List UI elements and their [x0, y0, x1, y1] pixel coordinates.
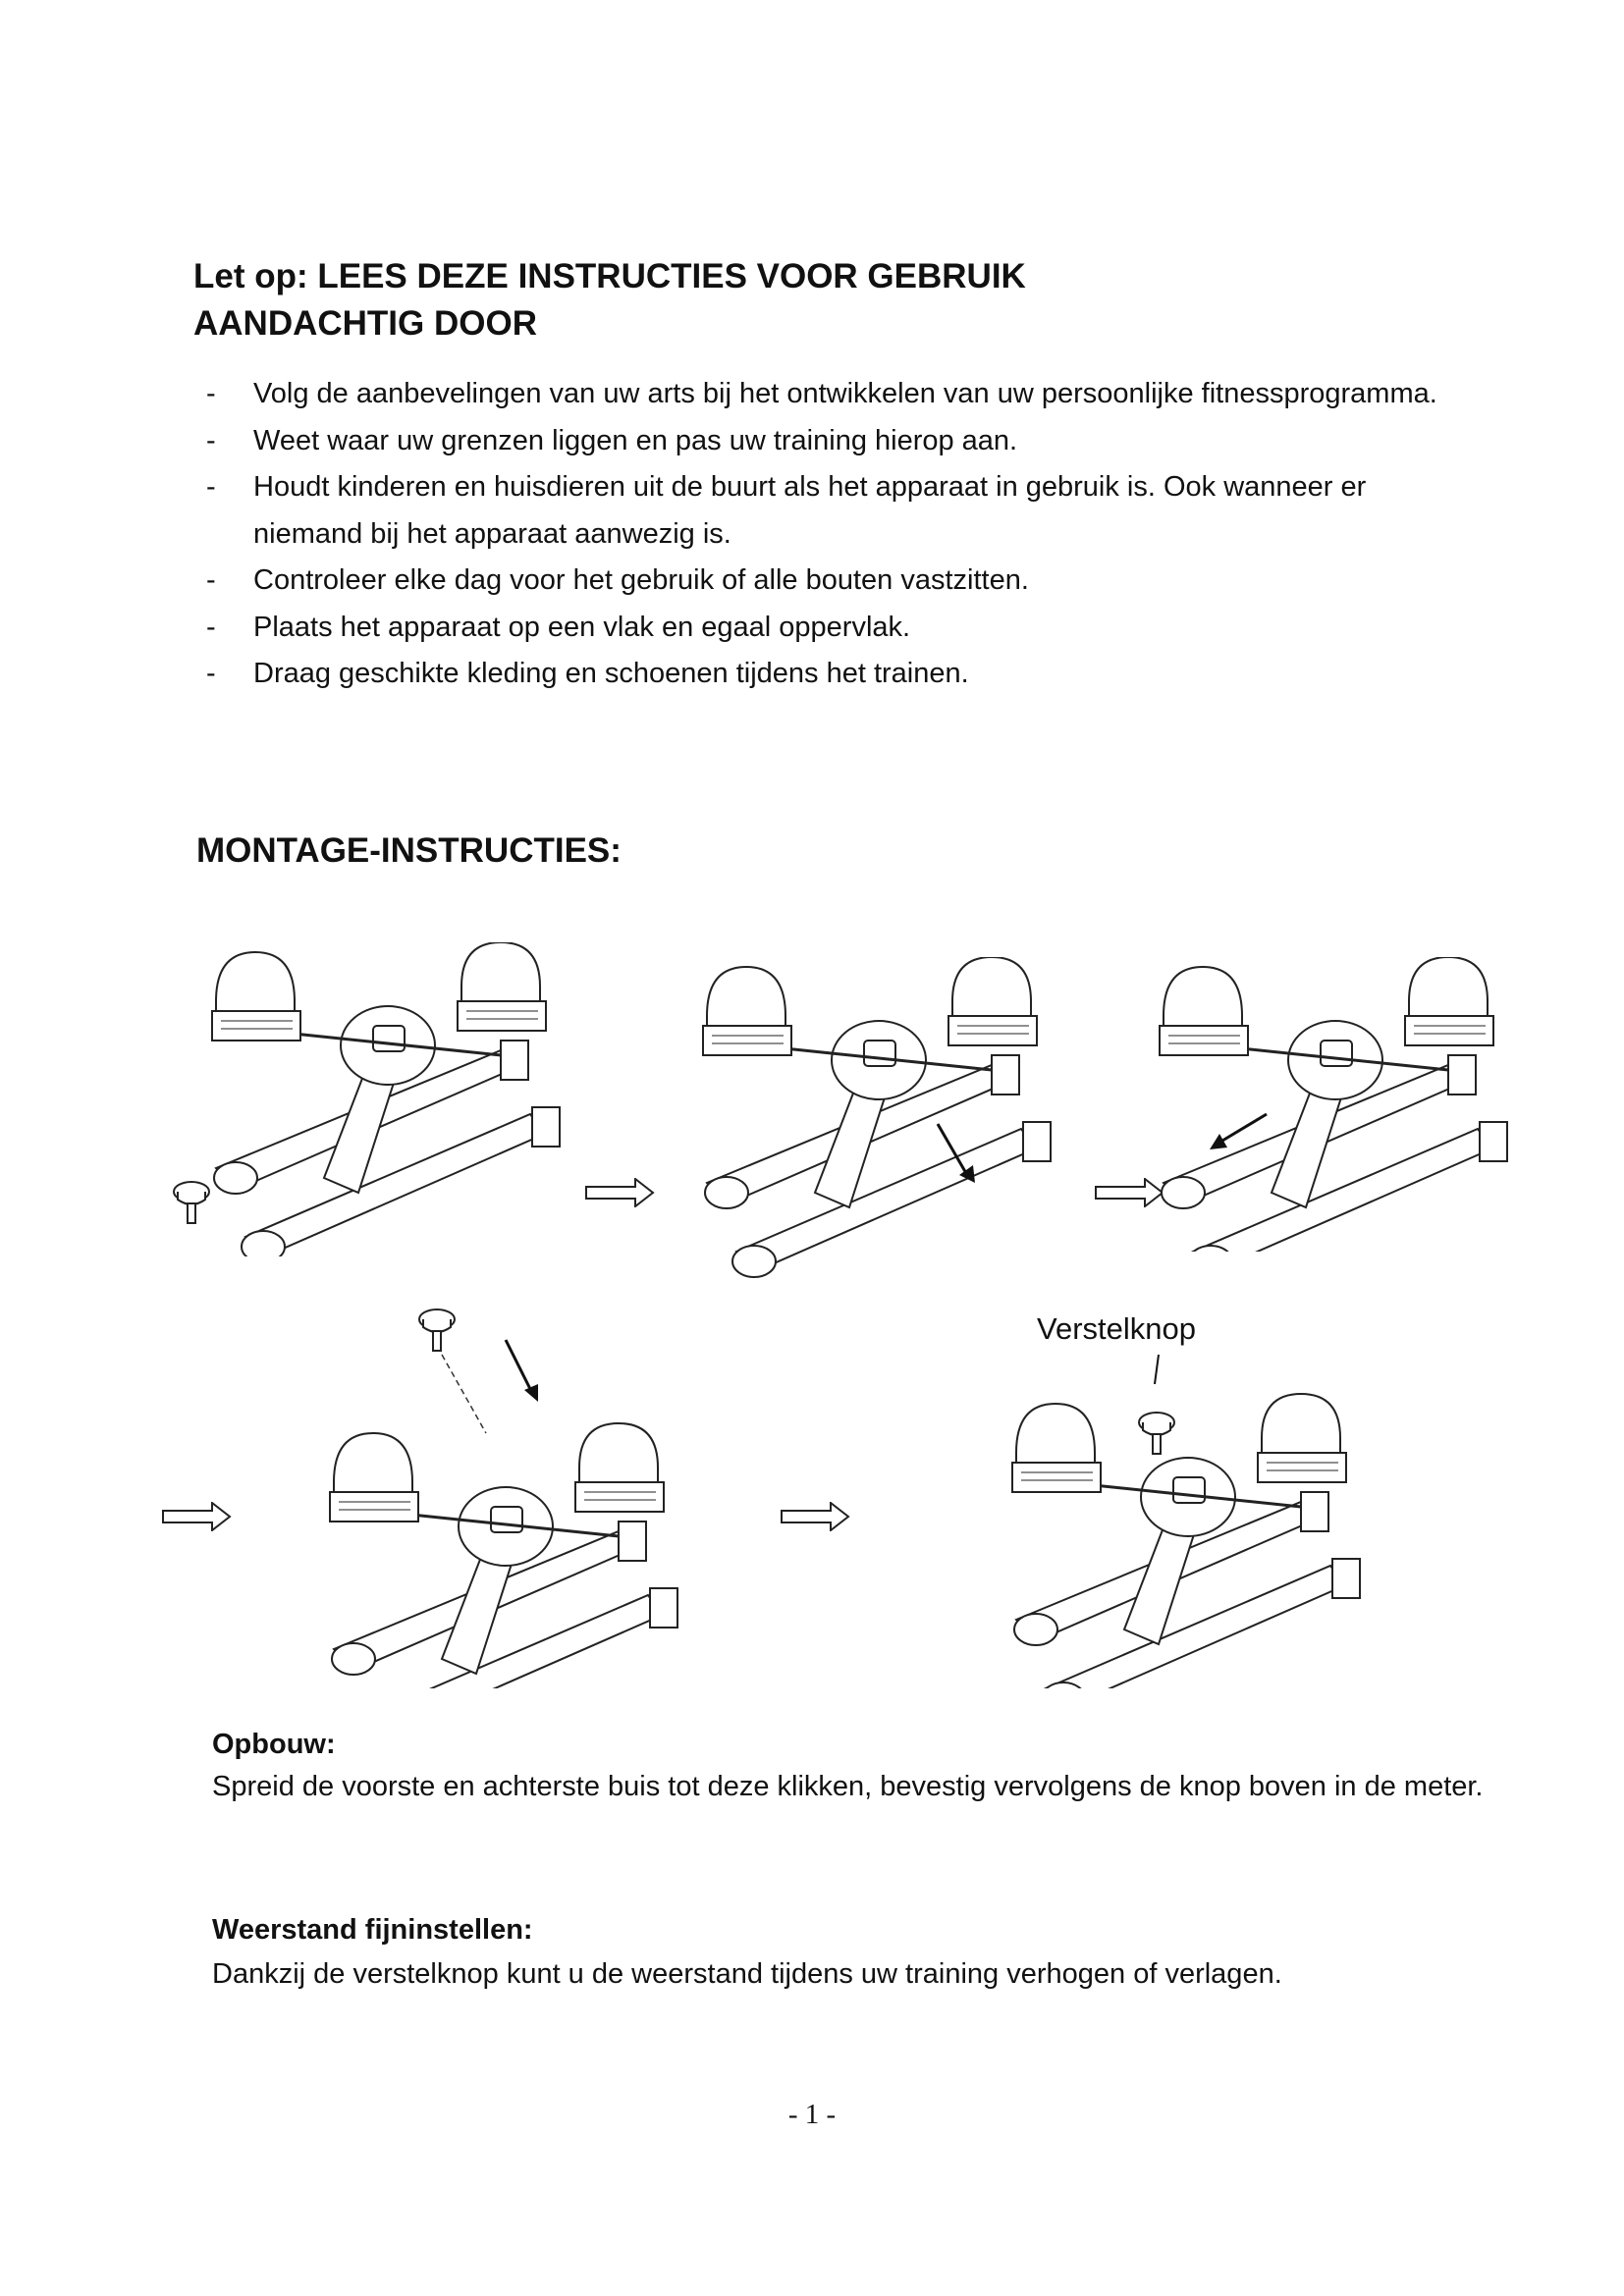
bullet-dash: -	[206, 471, 216, 503]
arrow-right-icon	[162, 1502, 233, 1531]
list-item	[206, 651, 1483, 698]
opbouw-heading: Opbouw:	[212, 1729, 336, 1760]
bullet-dash: -	[206, 611, 216, 643]
knob-icon	[174, 1182, 209, 1223]
list-item-text: Draag geschikte kleding en schoenen tijdens het trainen.	[253, 658, 969, 689]
bullet-dash: -	[206, 564, 216, 596]
bullet-dash: -	[206, 378, 216, 409]
list-item	[206, 605, 1483, 652]
montage-heading: MONTAGE-INSTRUCTIES:	[196, 831, 622, 870]
list-item	[206, 371, 1483, 418]
assembly-step-5-illustration	[972, 1355, 1404, 1688]
knob-icon	[419, 1309, 455, 1351]
opbouw-text: Spreid de voorste en achterste buis tot deze klikken, bevestig vervolgens de knop boven in de meter.	[212, 1771, 1484, 1802]
bullet-dash: -	[206, 424, 216, 456]
arrow-right-icon	[781, 1502, 851, 1531]
assembly-step-1-illustration	[167, 942, 619, 1256]
page-number: - 1 -	[787, 2099, 837, 2130]
list-item	[206, 418, 1483, 465]
adjustment-knob-callout-label: Verstelknop	[1037, 1311, 1196, 1346]
knob-icon	[1139, 1413, 1174, 1454]
list-item	[206, 464, 1483, 558]
list-item-text: Plaats het apparaat op een vlak en egaal oppervlak.	[253, 611, 911, 643]
arrow-right-icon	[585, 1178, 656, 1207]
list-item-text: Houdt kinderen en huisdieren uit de buurt als het apparaat in gebruik is. Ook wanneer er niemand bij het apparaat aanwezig is.	[253, 471, 1367, 550]
warning-list	[206, 371, 1483, 698]
weerstand-text: Dankzij de verstelknop kunt u de weerstand tijdens uw training verhogen of verlagen.	[212, 1958, 1282, 1990]
list-item-text: Volg de aanbevelingen van uw arts bij het ontwikkelen van uw persoonlijke fitnessprogramma.	[253, 378, 1437, 409]
bullet-dash: -	[206, 658, 216, 689]
list-item	[206, 558, 1483, 605]
warning-heading: Let op: LEES DEZE INSTRUCTIES VOOR GEBRUIK AANDACHTIG DOOR	[193, 257, 1026, 343]
assembly-step-3-illustration	[1119, 957, 1532, 1252]
weerstand-heading: Weerstand fijninstellen:	[212, 1914, 533, 1946]
list-item-text: Weet waar uw grenzen liggen en pas uw training hierop aan.	[253, 424, 1018, 456]
list-item-text: Controleer elke dag voor het gebruik of alle bouten vastzitten.	[253, 564, 1029, 596]
assembly-step-4-illustration	[285, 1296, 717, 1688]
assembly-step-2-illustration	[663, 957, 1095, 1281]
